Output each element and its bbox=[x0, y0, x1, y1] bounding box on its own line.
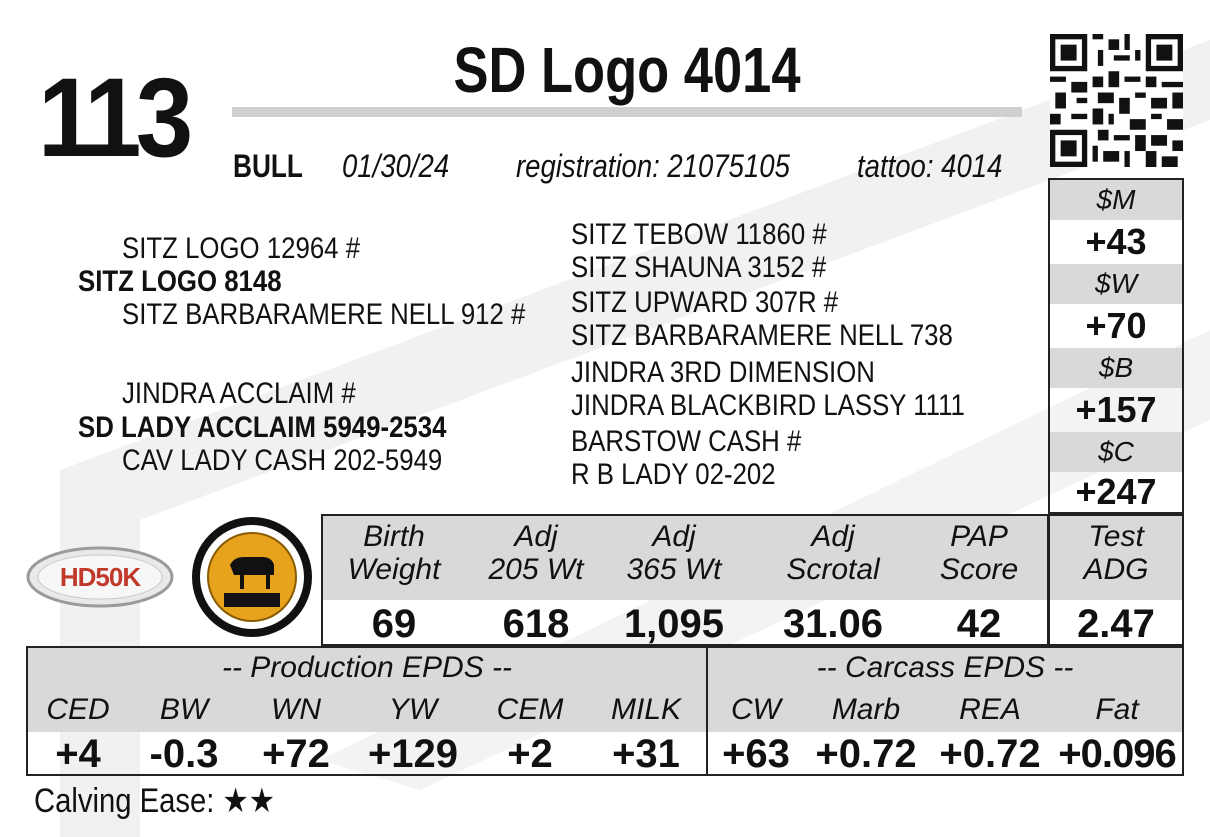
epd-value: +2 bbox=[507, 732, 553, 776]
pedigree-ggp: SITZ SHAUNA 3152 # bbox=[571, 251, 827, 284]
epd-label: CED bbox=[46, 693, 110, 726]
epd-value: +72 bbox=[262, 732, 330, 776]
birth-date: 01/30/24 bbox=[342, 148, 450, 184]
epd-value: +31 bbox=[612, 732, 680, 776]
perf-value: 1,095 bbox=[623, 602, 725, 646]
pedigree-sire-dam: SITZ BARBARAMERE NELL 912 # bbox=[122, 298, 526, 331]
index-value: +70 bbox=[1085, 305, 1147, 346]
epd-value: +0.72 bbox=[939, 732, 1041, 776]
animal-name: SD Logo 4014 bbox=[453, 34, 801, 106]
star-rating-icon: ★★ bbox=[222, 782, 275, 820]
perf-header: Adj 365 Wt bbox=[626, 520, 722, 586]
perf-header: Adj 205 Wt bbox=[488, 520, 584, 586]
index-label: $W bbox=[1050, 264, 1182, 304]
hd50k-logo bbox=[26, 546, 174, 608]
epd-label: Marb bbox=[831, 693, 901, 726]
pedigree-dam: SD LADY ACCLAIM 5949-2534 bbox=[78, 411, 447, 444]
dollar-index-table bbox=[1048, 178, 1184, 514]
index-value: +43 bbox=[1085, 221, 1147, 262]
title-underline bbox=[232, 107, 1022, 117]
perf-value: 42 bbox=[956, 602, 1002, 646]
perf-header: PAP Score bbox=[939, 520, 1019, 586]
epd-value: +0.096 bbox=[1058, 732, 1176, 776]
pedigree-ggp: JINDRA BLACKBIRD LASSY 1111 bbox=[571, 389, 965, 422]
pedigree-ggp: R B LADY 02-202 bbox=[571, 458, 776, 491]
epd-label: Fat bbox=[1095, 693, 1139, 726]
test-adg-table bbox=[1048, 514, 1184, 646]
perf-value: 31.06 bbox=[782, 602, 884, 646]
index-value: +247 bbox=[1075, 471, 1157, 512]
epd-label: CEM bbox=[496, 693, 564, 726]
performance-table bbox=[321, 514, 1049, 646]
adg-header: Test ADG bbox=[1083, 520, 1149, 586]
calving-ease bbox=[34, 784, 275, 818]
pedigree-ggp: SITZ BARBARAMERE NELL 738 bbox=[571, 319, 953, 352]
perf-value: 618 bbox=[502, 602, 570, 646]
epd-label: YW bbox=[388, 693, 438, 726]
epd-value: +4 bbox=[55, 732, 101, 776]
pedigree-dam-dam: CAV LADY CASH 202-5949 bbox=[122, 444, 443, 477]
adg-value: 2.47 bbox=[1077, 602, 1155, 646]
production-epds-title: -- Production EPDS -- bbox=[221, 651, 513, 684]
carcass-epds-title: -- Carcass EPDS -- bbox=[816, 651, 1074, 684]
pedigree-sire-sire: SITZ LOGO 12964 # bbox=[122, 232, 361, 265]
pedigree-ggp: BARSTOW CASH # bbox=[571, 425, 802, 458]
perf-value: 69 bbox=[371, 602, 417, 646]
epd-label: BW bbox=[159, 693, 209, 726]
epd-value: +0.72 bbox=[815, 732, 917, 776]
epd-value: +129 bbox=[367, 732, 459, 776]
pedigree-ggp: SITZ TEBOW 11860 # bbox=[571, 218, 827, 251]
pedigree-dam-sire: JINDRA ACCLAIM # bbox=[122, 377, 356, 410]
index-label: $M bbox=[1050, 180, 1182, 220]
pedigree-ggp: SITZ UPWARD 307R # bbox=[571, 286, 839, 319]
perf-header: Birth Weight bbox=[347, 520, 441, 586]
qr-code-icon bbox=[1050, 34, 1183, 167]
sex-label: BULL bbox=[233, 148, 303, 184]
epd-value: -0.3 bbox=[149, 732, 219, 776]
index-label: $C bbox=[1050, 432, 1182, 472]
index-value: +157 bbox=[1075, 389, 1157, 430]
epd-value: +63 bbox=[722, 732, 790, 776]
pedigree-ggp: JINDRA 3RD DIMENSION bbox=[571, 356, 875, 389]
registration-number: registration: 21075105 bbox=[516, 148, 790, 184]
epd-label: REA bbox=[959, 693, 1021, 726]
epd-label: WN bbox=[271, 693, 321, 726]
hd50k-logo-text: HD50K bbox=[59, 562, 141, 592]
tattoo: tattoo: 4014 bbox=[857, 148, 1003, 184]
index-label: $B bbox=[1050, 348, 1182, 388]
calving-ease-label: Calving Ease: bbox=[34, 782, 215, 820]
pedigree-sire: SITZ LOGO 8148 bbox=[78, 265, 282, 298]
lot-number: 113 bbox=[38, 55, 188, 180]
breed-seal-logo bbox=[190, 515, 314, 639]
epd-table bbox=[26, 646, 1184, 776]
epd-label: CW bbox=[731, 693, 781, 726]
epd-label: MILK bbox=[610, 693, 682, 726]
perf-header: Adj Scrotal bbox=[786, 520, 880, 586]
